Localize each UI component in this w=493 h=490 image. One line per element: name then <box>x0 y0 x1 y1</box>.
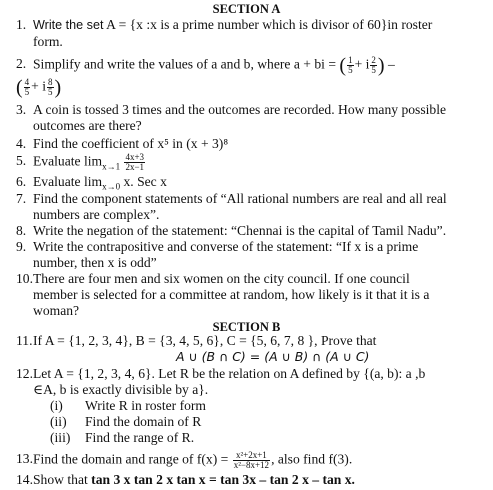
question-number: 11. <box>16 333 33 348</box>
set-identity: A ∪ (B ∩ C) = (A ∪ B) ∩ (A ∪ C) <box>176 349 370 364</box>
question-text: Evaluate lim <box>33 174 103 189</box>
fraction: $\frac{1}{5}$ <box>348 55 353 75</box>
sub-item-text: Find the range of R. <box>85 430 195 445</box>
fraction: $\frac{8}{5}$ <box>48 77 53 97</box>
question-number: 7. <box>16 191 27 206</box>
fraction: $\frac{4}{5}$ <box>24 77 30 97</box>
minus-sign: – <box>388 56 395 72</box>
sub-item-label: (ii) <box>50 414 67 429</box>
question-text-line2: outcomes are there? <box>33 118 142 133</box>
question-number: 5. <box>16 153 27 168</box>
question-number: 13. <box>16 451 33 466</box>
question-number: 8. <box>16 223 27 238</box>
question-text-line2: ∈A, b is exactly divisible by a}. <box>33 382 209 397</box>
set-expression: A = {x :x is a prime number which is divisor of 60} <box>106 17 388 32</box>
question-text: Write the contrapositive and converse of the statement: “If x is a prime <box>33 239 419 254</box>
question-text: Let A = {1, 2, 3, 4, 6}. Let R be the relation on A defined by {(a, b): a ,b <box>33 366 426 381</box>
question-number: 3. <box>16 102 27 117</box>
question-number: 4. <box>16 136 27 151</box>
question-text: There are four men and six women on the city council. If one council <box>33 271 410 286</box>
question-lead: Show that <box>33 472 88 487</box>
sub-item-label: (iii) <box>50 430 71 445</box>
sub-item-text: Write R in roster form <box>85 398 207 413</box>
question-tail: x. Sec x <box>123 174 167 189</box>
imag-term: + i <box>31 78 47 94</box>
question-text: Find the component statements of “All rational numbers are real and all real <box>33 191 447 206</box>
question-lead: Write the set <box>33 18 104 32</box>
question-text: If A = {1, 2, 3, 4}, B = {3, 4, 5, 6}, C = {5, 6, 7, 8 }, Prove that <box>33 333 377 348</box>
question-number: 10. <box>16 271 33 286</box>
question-number: 1. <box>16 17 27 32</box>
section-a-heading: SECTION A <box>212 2 281 16</box>
trig-identity: tan 3 x tan 2 x tan x = tan 3x – tan 2 x – tan x. <box>91 472 355 487</box>
question-text-line2: numbers are complex”. <box>33 207 160 222</box>
limit-subscript: x→0 <box>102 181 121 192</box>
question-number: 2. <box>16 56 27 71</box>
question-number: 12. <box>16 366 33 381</box>
question-tail: , also find f(3). <box>271 451 353 467</box>
fraction: $\frac{4x+3}{2x-1}$ <box>125 152 145 172</box>
imag-term: + i <box>354 56 370 72</box>
sub-item-label: (i) <box>50 398 63 413</box>
question-text: Simplify and write the values of a and b, where a + bi = <box>33 56 336 72</box>
question-text-line3: woman? <box>33 303 80 318</box>
question-number: 14. <box>16 472 33 487</box>
question-number: 9. <box>16 239 27 254</box>
question-text-line2: member is selected for a committee at random, how likely is it that it is a <box>33 287 430 302</box>
question-text: Find the domain and range of f(x) = <box>33 451 229 467</box>
question-number: 6. <box>16 174 27 189</box>
section-b-heading: SECTION B <box>212 320 281 334</box>
question-text-line2: number, then x is odd” <box>33 255 157 270</box>
question-text: Write the negation of the statement: “Chennai is the capital of Tamil Nadu”. <box>33 223 447 238</box>
limit-subscript: x→1 <box>102 161 121 172</box>
fraction: $\frac{\text{x²+2x+1}}{\text{x²−8x+12}}$ <box>233 450 270 470</box>
question-text-line2: form. <box>33 34 63 49</box>
fraction: $\frac{2}{5}$ <box>371 55 376 75</box>
sub-item-text: Find the domain of R <box>85 414 202 429</box>
question-text: Evaluate lim <box>33 153 103 169</box>
question-text: Find the coefficient of x⁵ in (x + 3)⁸ <box>33 136 229 151</box>
question-text: in roster <box>387 17 433 32</box>
question-text: A coin is tossed 3 times and the outcomes are recorded. How many possible <box>33 102 447 117</box>
